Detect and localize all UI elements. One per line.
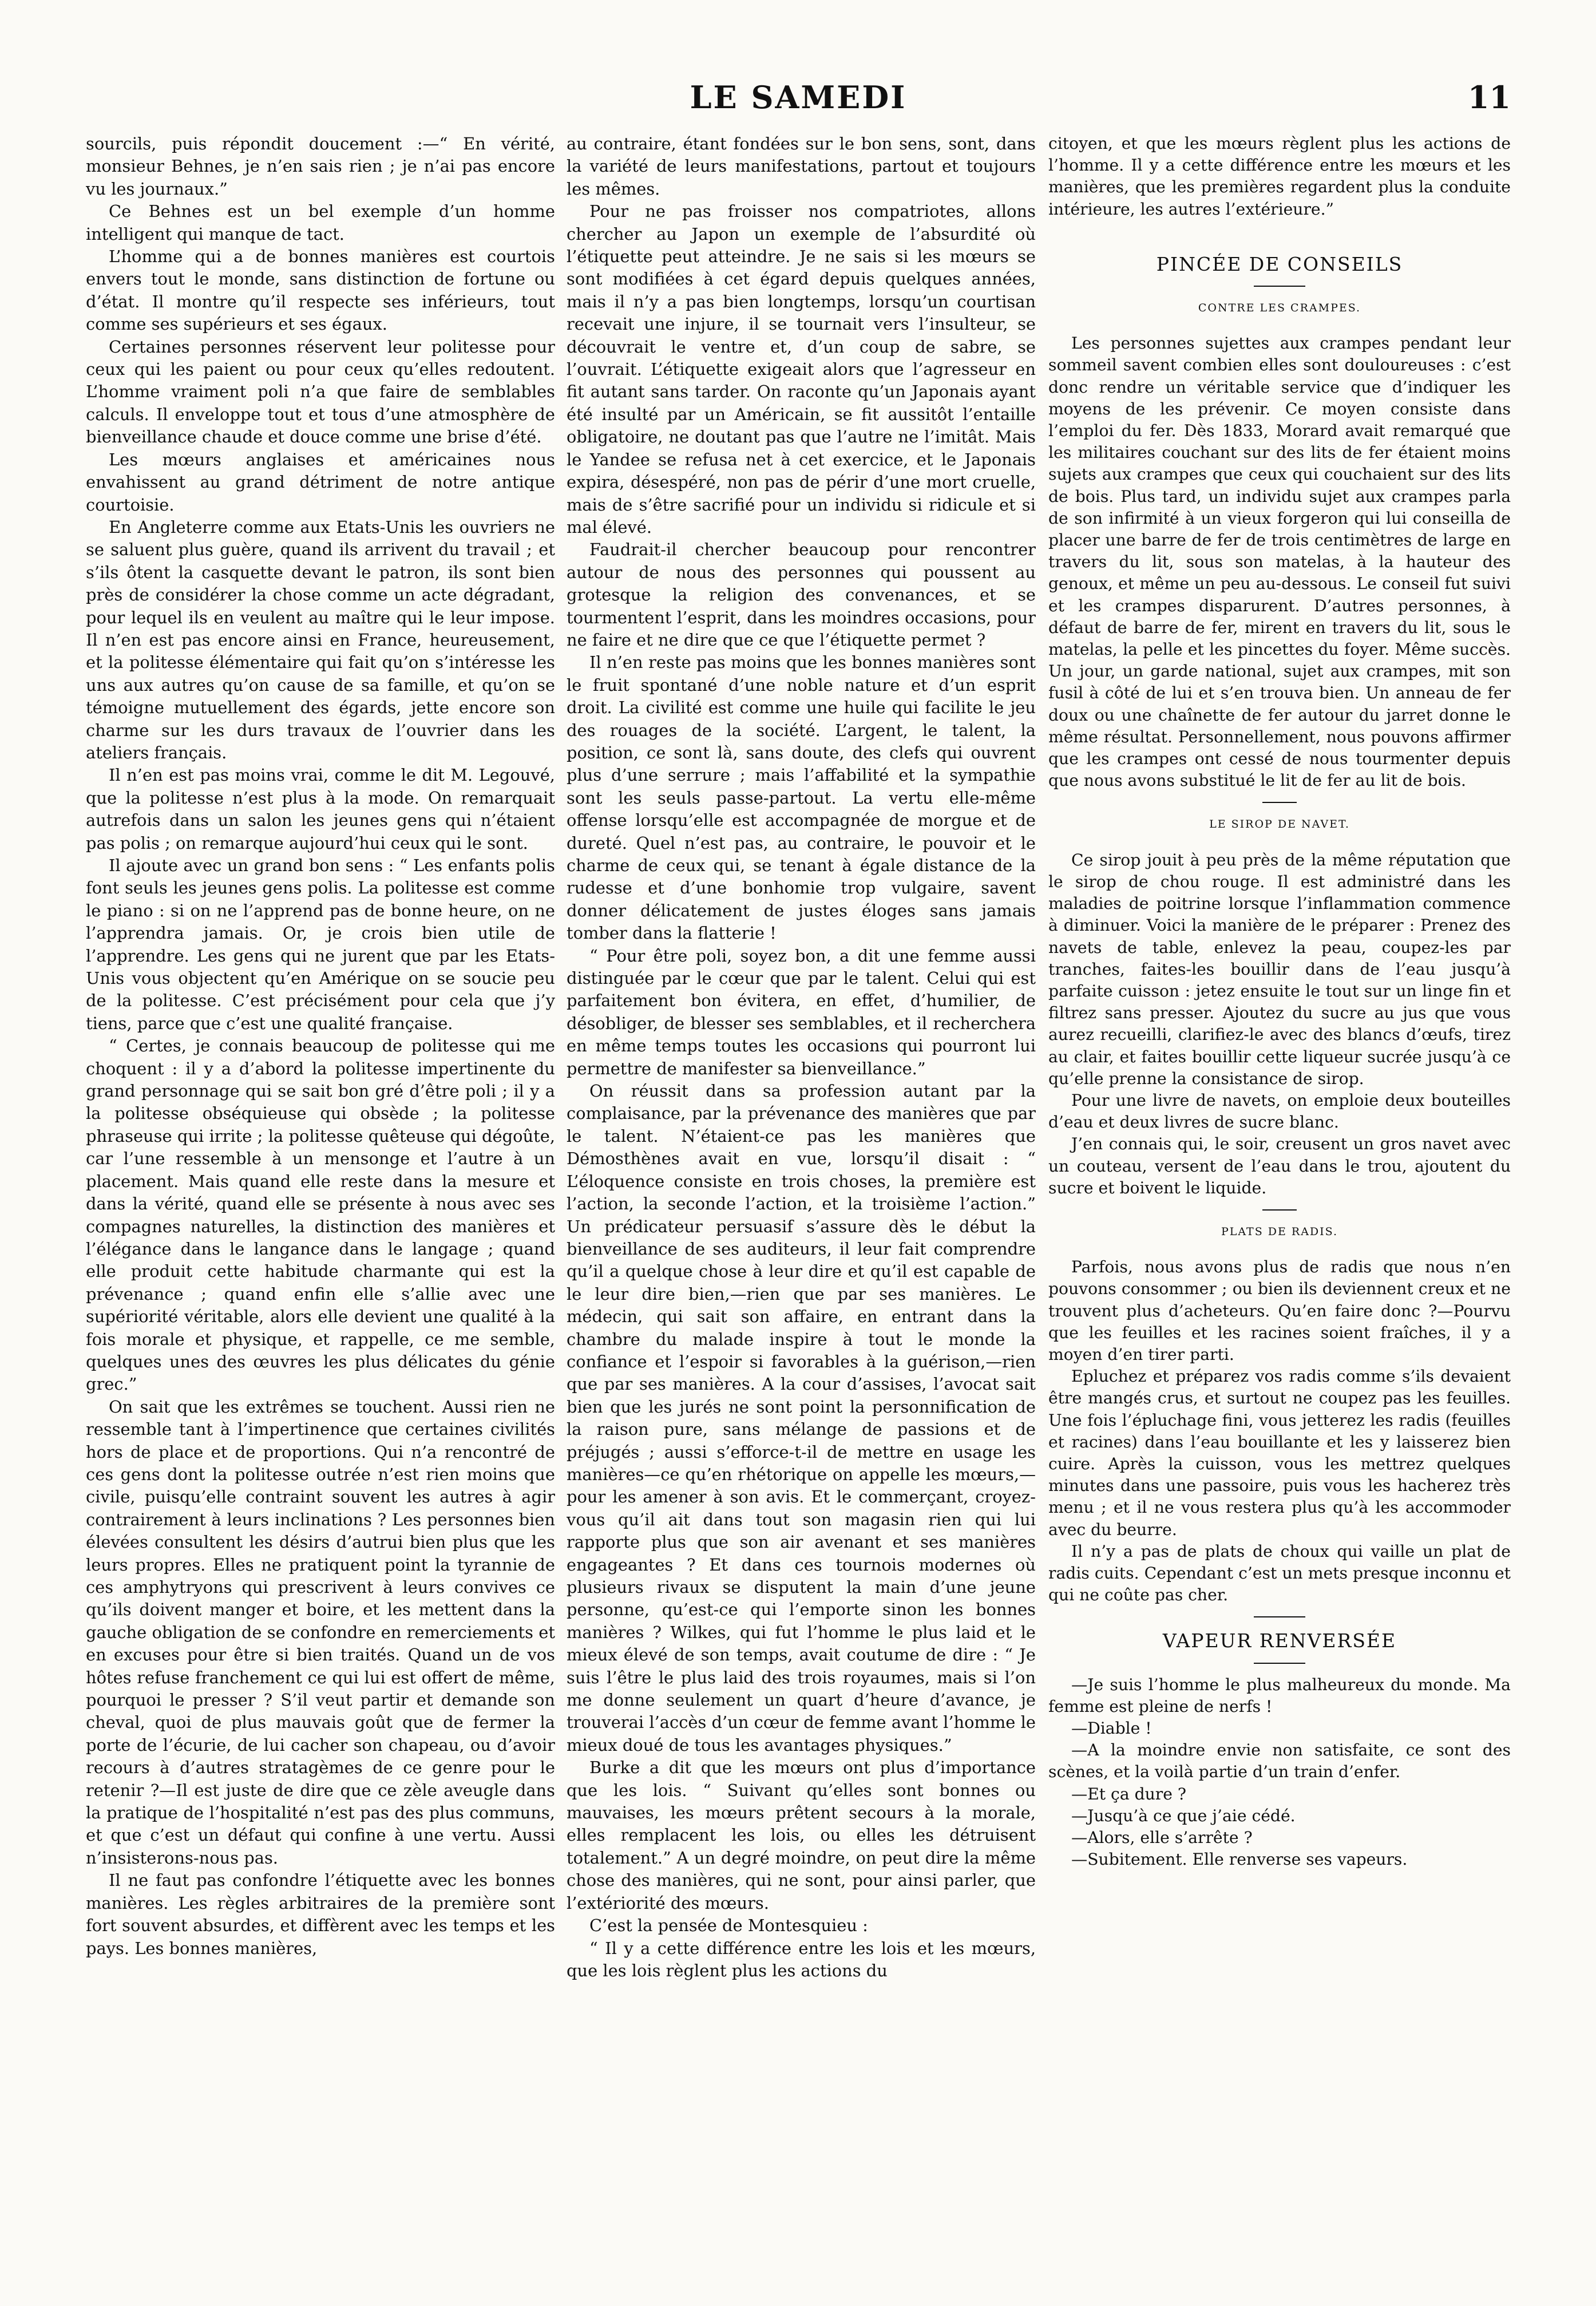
divider — [1262, 1209, 1297, 1211]
column-1 — [86, 133, 555, 2273]
paragraph: J’en connais qui, le soir, creusent un gros navet avec un couteau, versent de l’eau dans le trou, ajoutent du sucre et boivent le liquide. — [1048, 1134, 1511, 1197]
paragraph: Il n’y a pas de plats de choux qui vaille un plat de radis cuits. Cependant c’est un mets presque inconnu et qui ne coûte pas cher. — [1048, 1541, 1511, 1605]
paragraph: Parfois, nous avons plus de radis que nous n’en pouvons consommer ; ou bien ils deviennent creux et ne trouvent plus d’acheteurs. Qu’en faire donc ?—Pourvu que les feuilles et les racines soient fraîches, il y a moyen d’en tirer parti. — [1048, 1257, 1511, 1364]
column-2 — [567, 133, 1036, 2273]
paragraph: Certaines personnes réservent leur politesse pour ceux qui les paient ou pour ceux qu’elles redoutent. L’homme vraiment poli n’a que faire de semblables calculs. Il enveloppe tout et tous d’une atmosphère de bienveillance chaude et douce comme une brise d’été. — [86, 337, 555, 447]
divider — [1254, 1616, 1305, 1617]
paragraph: Il ajoute avec un grand bon sens : “ Les enfants polis font seuls les jeunes gens polis. La politesse est comme le piano : si on ne l’apprend pas de bonne heure, on ne l’apprendra jamais. Or, je crois bien utile de l’apprendre. Les gens qui ne jurent que par les Etats-Unis vous objectent qu’en Amérique on se soucie peu de la politesse. C’est précisément pour cela que j’y tiens, parce que c’est une qualité française. — [86, 856, 555, 1033]
dialogue-line: —Je suis l’homme le plus malheureux du monde. Ma femme est pleine de nerfs ! — [1048, 1675, 1511, 1716]
paragraph: Il n’en est pas moins vrai, comme le dit M. Legouvé, que la politesse n’est plus à la mode. On remarquait autrefois dans un salon les jeunes gens qui n’étaient pas polis ; on remarque aujourd’hui ceux qui le sont. — [86, 765, 555, 853]
subsection-heading: PLATS DE RADIS. — [1221, 1225, 1338, 1238]
section-heading: VAPEUR RENVERSÉE — [1162, 1629, 1397, 1652]
newspaper-title: LE SAMEDI — [690, 79, 907, 116]
paragraph: L’homme qui a de bonnes manières est courtois envers tout le monde, sans distinction de fortune ou d’état. Il montre qu’il respecte ses inférieurs, tout comme ses supérieurs et ses égaux. — [86, 247, 555, 334]
paragraph: “ Il y a cette différence entre les lois et les mœurs, que les lois règlent plus les actions du — [567, 1938, 1036, 1980]
paragraph: Ce sirop jouit à peu près de la même réputation que le sirop de chou rouge. Il est administré dans les maladies de poitrine lorsque l’inflammation commence à diminuer. Voici la manière de le préparer : Prenez des navets de table, enlevez la peau, coupez-les par tranches, faites-les bouillir dans de l’eau jusqu’à parfaite cuisson : jetez ensuite le tout sur un linge fin et filtrez sans presser. Ajoutez du sucre au jus que vous aurez recueilli, clarifiez-le avec des blancs d’œufs, tirez au clair, et faites bouillir cette liqueur sucrée jusqu’à ce qu’elle prenne la consistance de sirop. — [1048, 850, 1511, 1088]
paragraph: Pour une livre de navets, on emploie deux bouteilles d’eau et deux livres de sucre blanc. — [1048, 1090, 1511, 1132]
subsection-heading: CONTRE LES CRAMPES. — [1198, 302, 1361, 315]
paragraph: C’est la pensée de Montesquieu : — [589, 1916, 868, 1936]
paragraph: “ Certes, je connais beaucoup de politesse qui me choquent : il y a d’abord la politesse impertinente du grand personnage qui se sait bon gré d’être poli ; il y a la politesse obséquieuse qui obsède ; la politesse phraseuse qui irrite ; la politesse quêteuse qui dégoûte, car l’une ressemble à un mensonge et l’autre à un placement. Mais quand elle reste dans la mesure et dans la vérité, quand elle se présente à nous avec ses compagnes naturelles, la distinction des manières et l’élégance dans le langance dans le langage ; quand elle produit cette habitude charmante qui est la prévenance ; quand enfin elle s’allie avec une supériorité véritable, alors elle devient une qualité à la fois morale et physique, et rappelle, ce me semble, quelques unes des œuvres les plus délicates du génie grec.” — [86, 1036, 555, 1394]
column-3 — [1048, 133, 1511, 2273]
page-header — [86, 68, 1511, 125]
paragraph: En Angleterre comme aux Etats-Unis les ouvriers ne se saluent plus guère, quand ils arrivent du travail ; et s’ils ôtent la casquette devant le patron, ils sont bien près de considérer la chose comme un acte dégradant, pour lequel ils en veulent au maître qui le leur impose. Il n’en est pas encore ainsi en France, heureusement, et la politesse élémentaire qui fait qu’on s’intéresse les uns aux autres qu’on cause de sa famille, et qu’on se témoigne mutuellement des égards, jette encore son charme sur les durs travaux de l’ouvrier dans les ateliers français. — [86, 517, 555, 762]
paragraph: On sait que les extrêmes se touchent. Aussi rien ne ressemble tant à l’impertinence que certaines civilités hors de place et de proportions. Qui n’a rencontré de ces gens dont la politesse outrée n’est rien moins que civile, puisqu’elle contraint souvent les autres à agir contrairement à leurs inclinations ? Les personnes bien élevées consultent les désirs d’autrui bien plus que les leurs propres. Elles ne pratiquent point la tyrannie de ces amphytryons qui prescrivent à leurs convives ce qu’ils doivent manger et boire, et les mettent dans la gauche obligation de se confondre en remerciements et en excuses pour être si bien traités. Quand un de vos hôtes refuse franchement ce qui lui est offert de même, pourquoi le presser ? S’il veut partir et demande son cheval, quoi de plus mauvais goût que de fermer la porte de l’écurie, de lui cacher son chapeau, ou d’avoir recours à d’autres stratagèmes de ce genre pour le retenir ?—Il est juste de dire que ce zèle aveugle dans la pratique de l’hospitalité n’est pas des plus communs, et que c’est un défaut qui confine à une vertu. Aussi n’insisterons-nous pas. — [86, 1397, 555, 1868]
paragraph: sourcils, puis répondit doucement :—“ En vérité, monsieur Behnes, je n’en sais rien ; je n’ai pas encore vu les journaux.” — [86, 134, 555, 199]
paragraph: On réussit dans sa profession autant par la complaisance, par la prévenance des manières que par le talent. N’étaient-ce pas les manières que Démosthènes avait en vue, lorsqu’il disait : “ L’éloquence consiste en trois choses, la première est l’action, la seconde l’action, et la troisième l’action.” Un prédicateur persuasif s’assure dès le début la bienveillance de ses auditeurs, il leur fait comprendre qu’il a quelque chose à leur dire et qu’il est capable de le leur dire bien,—rien que par ses manières. Le médecin, qui sait son affaire, en entrant dans la chambre du malade inspire à tout le monde la confiance et l’espoir si favorables à la guérison,—rien que par ses manières. A la cour d’assises, l’avocat sait bien que les jurés ne sont point la personnification de la raison pure, sans mélange de passions et de préjugés ; aussi s’efforce-t-il de mettre en usage les manières—ce qu’en rhétorique on appelle les mœurs,—pour les amener à son avis. Et le commerçant, croyez-vous qu’il ait dans tout son magasin rien qui lui rapporte plus que son air avenant et ses manières engageantes ? Et dans ces tournois modernes où plusieurs rivaux se disputent la main d’une jeune personne, qu’est-ce qui l’emporte sinon les bonnes manières ? Wilkes, qui fut l’homme le plus laid et le mieux élevé de son temps, avait coutume de dire : “ Je suis l’être le plus laid des trois royaumes, mais si l’on me donne seulement un quart d’heure d’avance, je trouverai l’accès d’un cœur de femme avant l’homme le mieux doué de tous les avantages physiques.” — [567, 1081, 1036, 1755]
paragraph: Burke a dit que les mœurs ont plus d’importance que les lois. “ Suivant qu’elles sont bonnes ou mauvaises, les mœurs prêtent secours à la morale, elles remplacent les lois, ou elles les détruisent totalement.” A un degré moindre, on peut dire la même chose des manières, qui ne sont, pour ainsi parler, que l’extériorité des mœurs. — [567, 1758, 1036, 1913]
dialogue-line: —Et ça dure ? — [1071, 1784, 1187, 1803]
dialogue-line: —A la moindre envie non satisfaite, ce sont des scènes, et la voilà partie d’un train d’enfer. — [1048, 1741, 1511, 1782]
dialogue-line: —Alors, elle s’arrête ? — [1071, 1828, 1253, 1848]
paragraph: au contraire, étant fondées sur le bon sens, sont, dans la variété de leurs manifestations, partout et toujours les mêmes. — [567, 134, 1036, 199]
paragraph: citoyen, et que les mœurs règlent plus les actions de l’homme. Il y a cette différence entre les mœurs et les manières, que les premières regardent plus la conduite intérieure, les autres l’extérieure.” — [1048, 134, 1511, 219]
page-number: 11 — [1467, 79, 1511, 116]
paragraph: “ Pour être poli, soyez bon, a dit une femme aussi distinguée par le cœur que par le talent. Celui qui est parfaitement bon évitera, en effet, d’humilier, de désobliger, de blesser ses semblables, et il recherchera en même temps toutes les occasions qui pourront lui permettre de manifester sa bienveillance.” — [567, 946, 1036, 1078]
paragraph: Ce Behnes est un bel exemple d’un homme intelligent qui manque de tact. — [86, 201, 555, 244]
paragraph: Il n’en reste pas moins que les bonnes manières sont le fruit spontané d’une noble nature et d’un esprit droit. La civilité est comme une huile qui facilite le jeu des rouages de la société. L’argent, le talent, la position, ce sont là, sans doute, des clefs qui ouvrent plus d’une serrure ; mais l’affabilité et la sympathie sont les seuls passe-partout. La vertu elle-même offense lorsqu’elle est accompagnée de morgue et de dureté. Quel n’est pas, au contraire, le pouvoir et le charme de ceux qui, se tenant à égale distance de la rudesse et d’une bonhomie trop vulgaire, savent donner délicatement de justes éloges sans jamais tomber dans la flatterie ! — [567, 652, 1036, 943]
divider — [1254, 1663, 1305, 1664]
paragraph: Les mœurs anglaises et américaines nous envahissent au grand détriment de notre antique courtoisie. — [86, 449, 555, 515]
paragraph: Il ne faut pas confondre l’étiquette avec les bonnes manières. Les règles arbitraires de la première sont fort souvent absurdes, et diffèrent avec les temps et les pays. Les bonnes manières, — [86, 1870, 555, 1958]
dialogue-line: —Jusqu’à ce que j’aie cédé. — [1071, 1806, 1296, 1825]
subsection-heading: LE SIROP DE NAVET. — [1209, 818, 1350, 831]
paragraph: Epluchez et préparez vos radis comme s’ils devaient être mangés crus, et surtout ne coupez pas les feuilles. Une fois l’épluchage fini, vous jetterez les radis (feuilles et racines) dans l’eau bouillante et les y laisserez bien cuire. Après la cuisson, vous les mettrez quelques minutes dans une passoire, puis vous les hacherez très menu ; et il ne vous restera plus qu’à les accommoder avec du beurre. — [1048, 1367, 1511, 1539]
dialogue-line: —Diable ! — [1071, 1719, 1152, 1738]
paragraph: Pour ne pas froisser nos compatriotes, allons chercher au Japon un exemple de l’absurdité où l’étiquette peut atteindre. Je ne sais si les mœurs se sont modifiées à cet égard depuis quelques années, mais il n’y a pas bien longtemps, lorsqu’un courtisan recevait une injure, il se tournait vers l’insulteur, se découvrait le ventre et, d’un coup de sabre, se l’ouvrait. L’étiquette exigeait alors que l’agresseur en fit autant sans tarder. On raconte qu’un Japonais ayant été insulté par un Américain, se fit aussitôt l’entaille obligatoire, ne doutant pas que l’autre ne l’imitât. Mais le Yandee se refusa net à cet exercice, et le Japonais expira, désespéré, non pas de périr d’une mort cruelle, mais de s’être sacrifié pour un individu si ridicule et si mal élevé. — [567, 201, 1036, 537]
paragraph: Les personnes sujettes aux crampes pendant leur sommeil savent combien elles sont douloureuses : c’est donc rendre un véritable service que d’indiquer les moyens de les prévenir. Ce moyen consiste dans l’emploi du fer. Dès 1833, Morard avait remarqué que les militaires couchant sur des lits de fer étaient moins sujets aux crampes que ceux qui couchaient sur des lits de bois. Plus tard, un individu sujet aux crampes parla de son infirmité à un vieux forgeron qui lui conseilla de placer une barre de fer de trois centimètres de large en travers du lit, sous son matelas, à la hauteur des genoux, et même un peu au-dessous. Le conseil fut suivi et les crampes disparurent. D’autres personnes, à défaut de barre de fer, mirent en travers du lit, sous le matelas, la pelle et les pincettes du foyer. Même succès. Un jour, un garde national, sujet aux crampes, mit son fusil à côté de lui et s’en trouva bien. Un anneau de fer doux ou une chaînette de fer autour du jarret donne le même résultat. Personnellement, nous pouvons affirmer que les crampes ont cessé de nous tourmenter depuis que nous avons substitué le lit de fer au lit de bois. — [1048, 334, 1511, 790]
paragraph: Faudrait-il chercher beaucoup pour rencontrer autour de nous des personnes qui poussent au grotesque la religion des convenances, et se tourmentent l’esprit, dans les moindres occasions, pour ne faire et ne dire que ce que l’étiquette permet ? — [567, 540, 1036, 650]
dialogue-line: —Subitement. Elle renverse ses vapeurs. — [1071, 1850, 1408, 1869]
section-heading: PINCÉE DE CONSEILS — [1156, 252, 1403, 275]
divider — [1254, 286, 1305, 287]
divider — [1262, 802, 1297, 803]
